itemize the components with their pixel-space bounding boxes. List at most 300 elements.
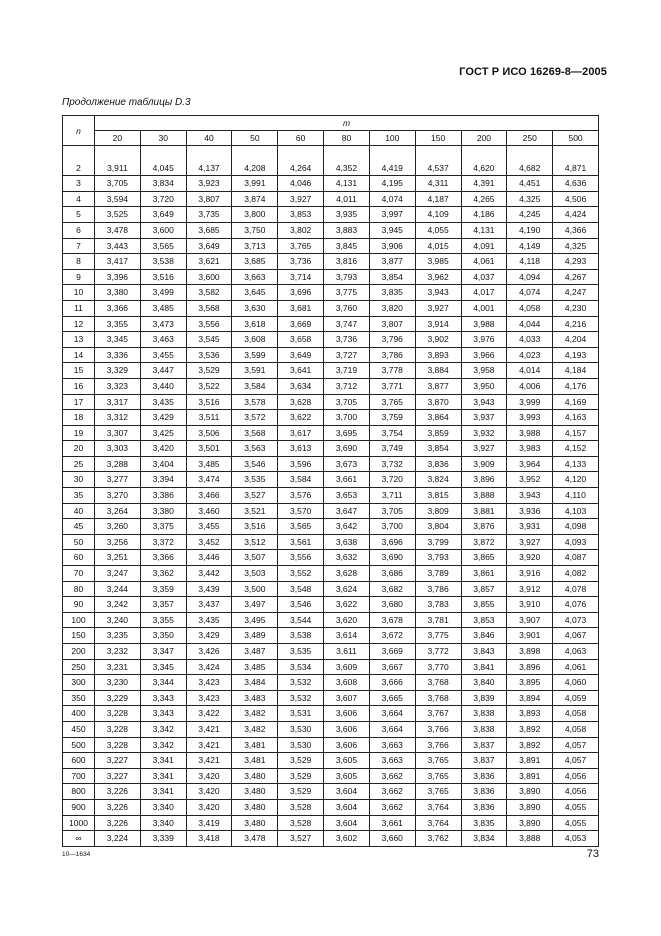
value-cell: 3,604 <box>324 815 370 831</box>
value-cell: 3,622 <box>278 410 324 426</box>
value-cell: 3,460 <box>186 503 232 519</box>
value-cell: 3,548 <box>278 581 324 597</box>
value-cell: 3,532 <box>278 690 324 706</box>
value-cell: 3,606 <box>324 721 370 737</box>
value-cell: 3,606 <box>324 706 370 722</box>
page-number: 73 <box>586 848 599 860</box>
table-row <box>63 269 599 285</box>
value-cell: 3,945 <box>369 222 415 238</box>
value-cell: 3,864 <box>415 410 461 426</box>
value-cell: 3,661 <box>369 815 415 831</box>
value-cell: 3,892 <box>507 737 553 753</box>
value-cell: 3,843 <box>461 644 507 660</box>
value-cell: 3,546 <box>232 456 278 472</box>
value-cell: 3,570 <box>278 503 324 519</box>
table-row <box>63 799 599 815</box>
value-cell: 3,421 <box>186 753 232 769</box>
value-cell: 3,242 <box>95 597 141 613</box>
value-cell: 3,529 <box>278 753 324 769</box>
value-cell: 3,853 <box>461 612 507 628</box>
value-cell: 3,881 <box>461 503 507 519</box>
table-row <box>63 347 599 363</box>
value-cell: 3,614 <box>324 628 370 644</box>
value-cell: 3,478 <box>232 831 278 847</box>
table-header <box>63 116 599 146</box>
table-row <box>63 378 599 394</box>
value-cell: 4,073 <box>553 612 599 628</box>
value-cell: 3,912 <box>507 581 553 597</box>
value-cell: 3,538 <box>278 628 324 644</box>
value-cell: 3,608 <box>232 332 278 348</box>
value-cell: 3,943 <box>507 488 553 504</box>
value-cell: 3,927 <box>415 300 461 316</box>
value-cell: 3,906 <box>369 238 415 254</box>
value-cell: 4,057 <box>553 753 599 769</box>
value-cell: 3,228 <box>95 737 141 753</box>
table-row <box>63 706 599 722</box>
value-cell: 3,898 <box>507 644 553 660</box>
value-cell: 3,323 <box>95 378 141 394</box>
m-value-header: 250 <box>507 131 553 146</box>
value-cell: 3,484 <box>232 675 278 691</box>
value-cell: 3,765 <box>369 394 415 410</box>
value-cell: 3,329 <box>95 363 141 379</box>
value-cell: 4,230 <box>553 300 599 316</box>
value-cell: 3,845 <box>324 238 370 254</box>
table-row <box>63 425 599 441</box>
value-cell: 3,226 <box>95 784 141 800</box>
table-row <box>63 628 599 644</box>
table-row <box>63 550 599 566</box>
value-cell: 3,529 <box>278 784 324 800</box>
value-cell: 3,713 <box>232 238 278 254</box>
value-cell: 3,896 <box>461 472 507 488</box>
n-cell: 800 <box>63 784 95 800</box>
value-cell: 4,074 <box>369 191 415 207</box>
table-row <box>63 503 599 519</box>
value-cell: 3,270 <box>95 488 141 504</box>
value-cell: 3,836 <box>415 456 461 472</box>
value-cell: 3,760 <box>324 300 370 316</box>
value-cell: 3,288 <box>95 456 141 472</box>
value-cell: 3,664 <box>369 721 415 737</box>
print-code: 10—1634 <box>62 851 91 858</box>
value-cell: 3,480 <box>232 815 278 831</box>
value-cell: 4,424 <box>553 207 599 223</box>
value-cell: 4,074 <box>507 285 553 301</box>
table-row <box>63 644 599 660</box>
value-cell: 4,120 <box>553 472 599 488</box>
value-cell: 3,750 <box>232 222 278 238</box>
m-value-header: 50 <box>232 131 278 146</box>
value-cell: 3,891 <box>507 753 553 769</box>
value-cell: 3,894 <box>507 690 553 706</box>
value-cell: 4,293 <box>553 254 599 270</box>
value-cell: 3,690 <box>369 550 415 566</box>
value-cell: 3,609 <box>324 659 370 675</box>
value-cell: 3,936 <box>507 503 553 519</box>
value-cell: 3,602 <box>324 831 370 847</box>
value-cell: 3,909 <box>461 456 507 472</box>
n-cell: 1000 <box>63 815 95 831</box>
value-cell: 3,667 <box>369 659 415 675</box>
value-cell: 4,149 <box>507 238 553 254</box>
value-cell: 3,624 <box>324 581 370 597</box>
value-cell: 3,895 <box>507 675 553 691</box>
value-cell: 4,087 <box>553 550 599 566</box>
n-cell: 6 <box>63 222 95 238</box>
value-cell: 3,836 <box>461 768 507 784</box>
value-cell: 4,015 <box>415 238 461 254</box>
n-cell: 45 <box>63 519 95 535</box>
value-cell: 4,176 <box>553 378 599 394</box>
value-cell: 3,705 <box>95 176 141 192</box>
value-cell: 3,622 <box>324 597 370 613</box>
value-cell: 3,435 <box>186 612 232 628</box>
value-cell: 3,260 <box>95 519 141 535</box>
value-cell: 3,443 <box>95 238 141 254</box>
value-cell: 3,463 <box>140 332 186 348</box>
value-cell: 3,611 <box>324 644 370 660</box>
value-cell: 3,783 <box>415 597 461 613</box>
table-row <box>63 784 599 800</box>
value-cell: 3,859 <box>415 425 461 441</box>
n-cell: 300 <box>63 675 95 691</box>
value-cell: 3,634 <box>278 378 324 394</box>
value-cell: 3,375 <box>140 519 186 535</box>
n-cell: 4 <box>63 191 95 207</box>
value-cell: 3,344 <box>140 675 186 691</box>
value-cell: 3,630 <box>232 300 278 316</box>
value-cell: 3,251 <box>95 550 141 566</box>
value-cell: 3,446 <box>186 550 232 566</box>
table-body <box>63 146 599 847</box>
value-cell: 4,366 <box>553 222 599 238</box>
value-cell: 3,902 <box>415 332 461 348</box>
n-cell: 8 <box>63 254 95 270</box>
value-cell: 3,522 <box>186 378 232 394</box>
value-cell: 3,355 <box>140 612 186 628</box>
table-row <box>63 831 599 847</box>
value-cell: 3,877 <box>415 378 461 394</box>
value-cell: 3,576 <box>278 488 324 504</box>
value-cell: 3,482 <box>232 721 278 737</box>
value-cell: 3,599 <box>232 347 278 363</box>
value-cell: 3,870 <box>415 394 461 410</box>
table-row <box>63 285 599 301</box>
value-cell: 3,854 <box>415 441 461 457</box>
value-cell: 3,884 <box>415 363 461 379</box>
value-cell: 3,666 <box>369 675 415 691</box>
value-cell: 3,345 <box>140 659 186 675</box>
value-cell: 3,877 <box>369 254 415 270</box>
value-cell: 4,506 <box>553 191 599 207</box>
value-cell: 3,429 <box>140 410 186 426</box>
value-cell: 3,485 <box>140 300 186 316</box>
value-cell: 3,516 <box>186 394 232 410</box>
value-cell: 3,481 <box>232 753 278 769</box>
table-row <box>63 176 599 192</box>
value-cell: 4,152 <box>553 441 599 457</box>
value-cell: 3,230 <box>95 675 141 691</box>
value-cell: 3,632 <box>324 550 370 566</box>
value-cell: 3,605 <box>324 768 370 784</box>
n-cell: 20 <box>63 441 95 457</box>
value-cell: 3,497 <box>232 597 278 613</box>
value-cell: 4,045 <box>140 161 186 176</box>
value-cell: 4,264 <box>278 161 324 176</box>
value-cell: 3,663 <box>369 753 415 769</box>
value-cell: 4,011 <box>324 191 370 207</box>
value-cell: 3,997 <box>369 207 415 223</box>
value-cell: 3,719 <box>324 363 370 379</box>
m-value-header: 60 <box>278 131 324 146</box>
value-cell: 4,187 <box>415 191 461 207</box>
value-cell: 3,837 <box>461 753 507 769</box>
value-cell: 3,506 <box>186 425 232 441</box>
value-cell: 4,046 <box>278 176 324 192</box>
value-cell: 3,525 <box>95 207 141 223</box>
value-cell: 3,584 <box>232 378 278 394</box>
value-cell: 3,516 <box>232 519 278 535</box>
n-cell: 16 <box>63 378 95 394</box>
value-cell: 3,565 <box>140 238 186 254</box>
value-cell: 3,480 <box>232 768 278 784</box>
value-cell: 3,256 <box>95 534 141 550</box>
m-value-header: 500 <box>553 131 599 146</box>
table-row <box>63 363 599 379</box>
value-cell: 3,228 <box>95 721 141 737</box>
value-cell: 4,058 <box>507 300 553 316</box>
m-value-header: 20 <box>95 131 141 146</box>
value-cell: 3,682 <box>369 581 415 597</box>
value-cell: 3,772 <box>415 644 461 660</box>
value-cell: 3,489 <box>232 628 278 644</box>
table-row <box>63 254 599 270</box>
value-cell: 3,907 <box>507 612 553 628</box>
value-cell: 4,195 <box>369 176 415 192</box>
value-cell: 3,664 <box>369 706 415 722</box>
value-cell: 3,227 <box>95 768 141 784</box>
n-cell: 17 <box>63 394 95 410</box>
value-cell: 3,943 <box>461 394 507 410</box>
value-cell: 3,347 <box>140 644 186 660</box>
value-cell: 3,991 <box>232 176 278 192</box>
value-cell: 3,394 <box>140 472 186 488</box>
table-row <box>63 721 599 737</box>
table-row <box>63 222 599 238</box>
value-cell: 3,418 <box>186 831 232 847</box>
value-cell: 3,466 <box>186 488 232 504</box>
value-cell: 3,312 <box>95 410 141 426</box>
value-cell: 4,352 <box>324 161 370 176</box>
value-cell: 3,516 <box>140 269 186 285</box>
value-cell: 3,568 <box>232 425 278 441</box>
value-cell: 3,841 <box>461 659 507 675</box>
n-cell: 900 <box>63 799 95 815</box>
value-cell: 3,429 <box>186 628 232 644</box>
n-cell: 40 <box>63 503 95 519</box>
value-cell: 3,578 <box>232 394 278 410</box>
n-cell: 25 <box>63 456 95 472</box>
value-cell: 4,537 <box>415 161 461 176</box>
value-cell: 3,545 <box>186 332 232 348</box>
value-cell: 3,424 <box>186 659 232 675</box>
value-cell: 3,736 <box>278 254 324 270</box>
value-cell: 3,535 <box>278 644 324 660</box>
value-cell: 3,229 <box>95 690 141 706</box>
value-cell: 3,672 <box>369 628 415 644</box>
value-cell: 3,807 <box>186 191 232 207</box>
value-cell: 3,534 <box>278 659 324 675</box>
value-cell: 3,923 <box>186 176 232 192</box>
value-cell: 3,420 <box>186 768 232 784</box>
n-cell: 14 <box>63 347 95 363</box>
table-row <box>63 207 599 223</box>
value-cell: 3,572 <box>232 410 278 426</box>
value-cell: 3,621 <box>186 254 232 270</box>
value-cell: 4,636 <box>553 176 599 192</box>
table-row <box>63 737 599 753</box>
value-cell: 3,662 <box>369 768 415 784</box>
value-cell: 4,067 <box>553 628 599 644</box>
m-value-header: 100 <box>369 131 415 146</box>
n-cell: 100 <box>63 612 95 628</box>
value-cell: 4,118 <box>507 254 553 270</box>
value-cell: 3,511 <box>186 410 232 426</box>
value-cell: 3,793 <box>415 550 461 566</box>
value-cell: 3,775 <box>324 285 370 301</box>
value-cell: 3,341 <box>140 784 186 800</box>
value-cell: 4,190 <box>507 222 553 238</box>
value-cell: 3,359 <box>140 581 186 597</box>
value-cell: 3,500 <box>232 581 278 597</box>
value-cell: 3,927 <box>461 441 507 457</box>
value-cell: 4,056 <box>553 768 599 784</box>
value-cell: 3,480 <box>232 799 278 815</box>
value-cell: 3,800 <box>232 207 278 223</box>
value-cell: 3,512 <box>232 534 278 550</box>
value-cell: 4,056 <box>553 784 599 800</box>
value-cell: 3,781 <box>415 612 461 628</box>
value-cell: 3,686 <box>369 566 415 582</box>
document-header: ГОСТ Р ИСО 16269-8—2005 <box>459 66 607 78</box>
value-cell: 3,835 <box>461 815 507 831</box>
value-cell: 4,137 <box>186 161 232 176</box>
table-row <box>63 191 599 207</box>
value-cell: 4,023 <box>507 347 553 363</box>
table-row <box>63 161 599 176</box>
value-cell: 3,340 <box>140 815 186 831</box>
value-cell: 3,604 <box>324 784 370 800</box>
value-cell: 3,420 <box>186 784 232 800</box>
value-cell: 3,876 <box>461 519 507 535</box>
value-cell: 3,665 <box>369 690 415 706</box>
value-cell: 3,653 <box>324 488 370 504</box>
value-cell: 3,485 <box>232 659 278 675</box>
n-cell: 35 <box>63 488 95 504</box>
value-cell: 3,705 <box>369 503 415 519</box>
value-cell: 3,396 <box>95 269 141 285</box>
value-cell: 3,596 <box>278 456 324 472</box>
value-cell: 3,911 <box>95 161 141 176</box>
value-cell: 4,061 <box>553 659 599 675</box>
value-cell: 4,103 <box>553 503 599 519</box>
value-cell: 3,846 <box>461 628 507 644</box>
value-cell: 3,711 <box>369 488 415 504</box>
value-cell: 3,380 <box>95 285 141 301</box>
value-cell: 3,789 <box>415 566 461 582</box>
value-cell: 3,874 <box>232 191 278 207</box>
value-cell: 3,839 <box>461 690 507 706</box>
n-cell: 600 <box>63 753 95 769</box>
value-cell: 3,264 <box>95 503 141 519</box>
value-cell: 3,345 <box>95 332 141 348</box>
table-row <box>63 815 599 831</box>
n-cell: 400 <box>63 706 95 722</box>
value-cell: 4,193 <box>553 347 599 363</box>
value-cell: 3,231 <box>95 659 141 675</box>
value-cell: 4,419 <box>369 161 415 176</box>
value-cell: 3,669 <box>278 316 324 332</box>
n-cell: ∞ <box>63 831 95 847</box>
value-cell: 3,608 <box>324 675 370 691</box>
value-cell: 4,133 <box>553 456 599 472</box>
value-cell: 3,896 <box>507 659 553 675</box>
value-cell: 3,641 <box>278 363 324 379</box>
value-cell: 3,681 <box>278 300 324 316</box>
table-row <box>63 488 599 504</box>
m-value-header: 150 <box>415 131 461 146</box>
value-cell: 3,793 <box>324 269 370 285</box>
value-cell: 3,988 <box>507 425 553 441</box>
value-cell: 3,437 <box>186 597 232 613</box>
table-row <box>63 332 599 348</box>
value-cell: 3,372 <box>140 534 186 550</box>
value-cell: 3,872 <box>461 534 507 550</box>
value-cell: 3,355 <box>95 316 141 332</box>
table-row <box>63 675 599 691</box>
n-column-header: n <box>63 116 95 146</box>
value-cell: 3,423 <box>186 690 232 706</box>
m-value-header: 80 <box>324 131 370 146</box>
value-cell: 3,663 <box>369 737 415 753</box>
value-cell: 3,720 <box>369 472 415 488</box>
value-cell: 3,485 <box>186 456 232 472</box>
value-cell: 3,227 <box>95 753 141 769</box>
value-cell: 4,169 <box>553 394 599 410</box>
value-cell: 4,204 <box>553 332 599 348</box>
value-cell: 3,700 <box>324 410 370 426</box>
value-cell: 3,914 <box>415 316 461 332</box>
value-cell: 3,426 <box>186 644 232 660</box>
value-cell: 3,531 <box>278 706 324 722</box>
value-cell: 4,033 <box>507 332 553 348</box>
value-cell: 3,341 <box>140 768 186 784</box>
value-cell: 3,529 <box>186 363 232 379</box>
value-cell: 4,682 <box>507 161 553 176</box>
value-cell: 3,861 <box>461 566 507 582</box>
value-cell: 3,483 <box>232 690 278 706</box>
value-cell: 3,563 <box>232 441 278 457</box>
value-cell: 3,336 <box>95 347 141 363</box>
value-cell: 3,481 <box>232 737 278 753</box>
value-cell: 3,853 <box>278 207 324 223</box>
n-cell: 18 <box>63 410 95 426</box>
value-cell: 3,838 <box>461 721 507 737</box>
value-cell: 3,473 <box>140 316 186 332</box>
value-cell: 3,809 <box>415 503 461 519</box>
